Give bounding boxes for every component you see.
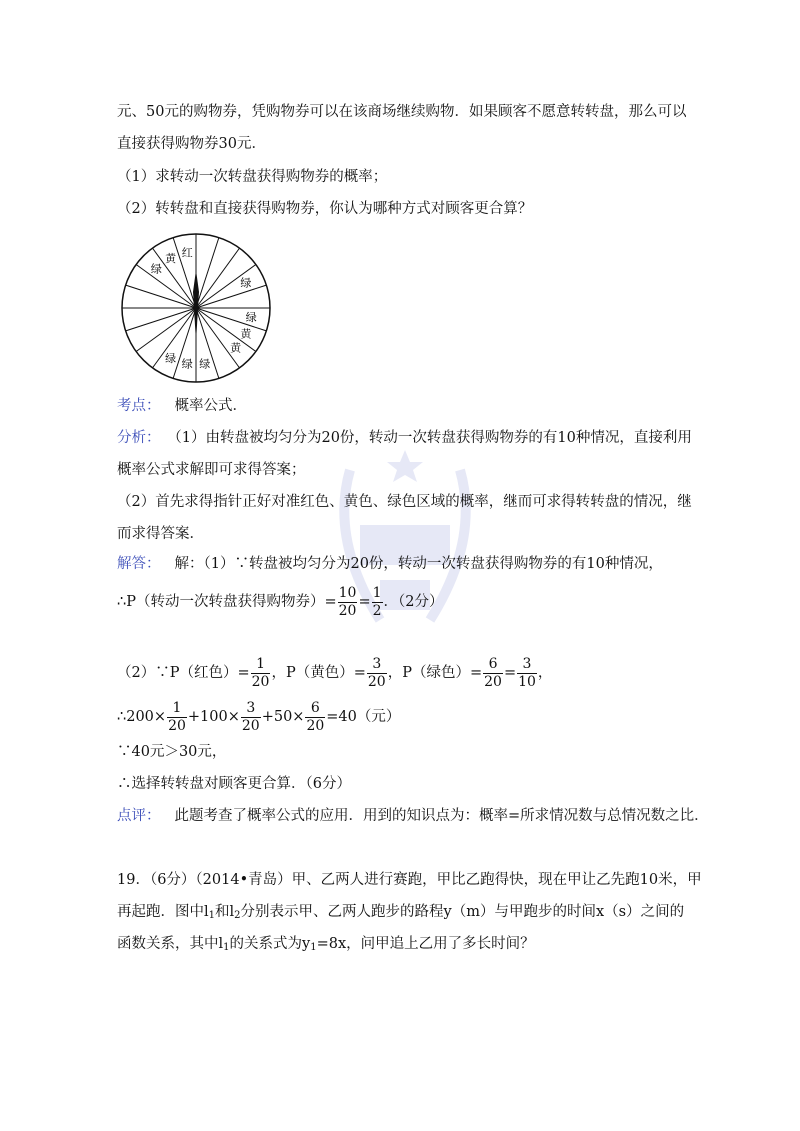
jieda-tag: 解答：	[117, 556, 161, 572]
denominator: 10	[518, 673, 536, 690]
denominator: 20	[484, 673, 502, 690]
fraction	[338, 585, 358, 620]
numerator: 1	[167, 700, 187, 718]
jieda-text: ．（2分）	[383, 594, 444, 610]
text-part: 函数关系，其中l	[117, 936, 224, 952]
denominator: 20	[251, 673, 270, 690]
wheel-label: 绿	[181, 357, 193, 371]
fraction	[367, 656, 387, 691]
jieda-text: ∴P（转动一次转盘获得购物券）=	[117, 594, 337, 610]
text-part: 分别表示甲、乙两人跑步的路程y（m）与甲跑步的时间x（s）之间的	[240, 904, 685, 920]
wheel-label: 绿	[199, 357, 211, 371]
jieda-text: （2）∵P（红色）=	[117, 665, 250, 681]
numerator: 1	[251, 656, 271, 674]
denominator: 20	[306, 717, 325, 734]
fraction	[372, 585, 383, 620]
dianping-row	[117, 805, 709, 827]
question-2: （2）转转盘和直接获得购物券，你认为哪种方式对顾客更合算？	[117, 201, 533, 217]
numerator: 6	[483, 656, 503, 674]
text-part: 再起跑．图中l	[117, 904, 209, 920]
wheel-label: 绿	[150, 262, 162, 276]
problem19-text: 19．（6分）（2014•青岛）甲、乙两人进行赛跑，甲比乙跑得快，现在甲让乙先跑10米，甲	[117, 872, 702, 888]
jieda-text: +100×	[187, 709, 240, 725]
jieda-sum-line	[117, 697, 400, 737]
denominator: 20	[338, 602, 357, 619]
question-1: （1）求转动一次转盘获得购物券的概率；	[117, 169, 388, 185]
fenxi-text: 而求得答案．	[117, 526, 204, 542]
denominator: 2	[372, 602, 382, 619]
equals: =	[503, 665, 517, 681]
wheel-label: 黄	[240, 327, 252, 341]
fraction	[167, 700, 187, 735]
numerator: 3	[367, 656, 387, 674]
fenxi-text: （1）由转盘被均匀分为20份，转动一次转盘获得购物券的有10种情况，直接利用	[174, 430, 692, 446]
dianping-text: 此题考查了概率公式的应用．用到的知识点为：概率=所求情况数与总情况数之比．	[174, 808, 709, 824]
jieda-text: ，P（绿色）=	[387, 665, 483, 681]
wheel-label: 黄	[165, 252, 177, 266]
subscript: 1	[310, 942, 317, 953]
jieda-text: ，P（黄色）=	[271, 665, 366, 681]
subscript: 1	[208, 910, 216, 921]
fenxi-text: 概率公式求解即可求得答案；	[117, 462, 306, 478]
fenxi-text: （2）首先求得指针正好对准红色、黄色、绿色区域的概率，继而可求得转转盘的情况，继	[117, 494, 692, 510]
numerator: 6	[305, 700, 325, 718]
wheel-label: 绿	[240, 276, 252, 290]
kaodian-tag: 考点：	[117, 398, 161, 414]
jieda-text: ∴选择转转盘对顾客更合算．（6分）	[117, 776, 351, 792]
jieda-text: +50×	[261, 709, 305, 725]
numerator: 3	[517, 656, 537, 674]
denominator: 20	[241, 717, 260, 734]
text-part: =8x，问甲追上乙用了多长时间？	[316, 936, 535, 952]
kaodian-row	[117, 395, 247, 417]
fenxi-row	[117, 427, 692, 449]
jieda-colors-line	[117, 653, 552, 693]
numerator: 1	[372, 584, 382, 601]
jieda-text: ∵40元＞30元，	[117, 744, 227, 760]
denominator: 20	[168, 717, 186, 734]
fraction	[241, 700, 261, 735]
fraction	[251, 656, 271, 691]
dianping-tag: 点评：	[117, 808, 161, 824]
fraction	[483, 656, 503, 691]
jieda-text: ，	[537, 665, 553, 681]
jieda-row	[117, 553, 663, 575]
fraction	[305, 700, 325, 735]
text-part: 的关系式为y	[229, 936, 311, 952]
denominator: 20	[367, 673, 386, 690]
problem-text: 直接获得购物券30元．	[117, 136, 266, 152]
text-part: 和l	[215, 904, 235, 920]
subscript: 1	[223, 942, 230, 953]
numerator: 10	[338, 584, 357, 601]
problem-text: 元、50元的购物券，凭购物券可以在该商场继续购物．如果顾客不愿意转转盘，那么可以	[117, 104, 687, 120]
fraction	[517, 656, 537, 691]
jieda-text: ∴200×	[117, 709, 167, 725]
equals: =	[358, 594, 371, 610]
wheel-label: 红	[181, 246, 193, 260]
jieda-text: 解：（1）∵转盘被均匀分为20份，转动一次转盘获得购物券的有10种情况，	[174, 556, 663, 572]
numerator: 3	[241, 700, 261, 718]
subscript: 2	[234, 910, 241, 921]
jieda-probability-line	[117, 582, 444, 622]
problem19-text	[117, 933, 535, 959]
jieda-text: =40（元）	[326, 709, 401, 725]
wheel-label: 黄	[230, 341, 242, 355]
spinner-wheel	[120, 232, 272, 384]
wheel-label: 绿	[245, 310, 257, 324]
problem19-text	[117, 901, 684, 927]
fenxi-tag: 分析：	[117, 430, 161, 446]
wheel-label: 绿	[165, 351, 177, 365]
kaodian-text: 概率公式．	[174, 398, 247, 414]
